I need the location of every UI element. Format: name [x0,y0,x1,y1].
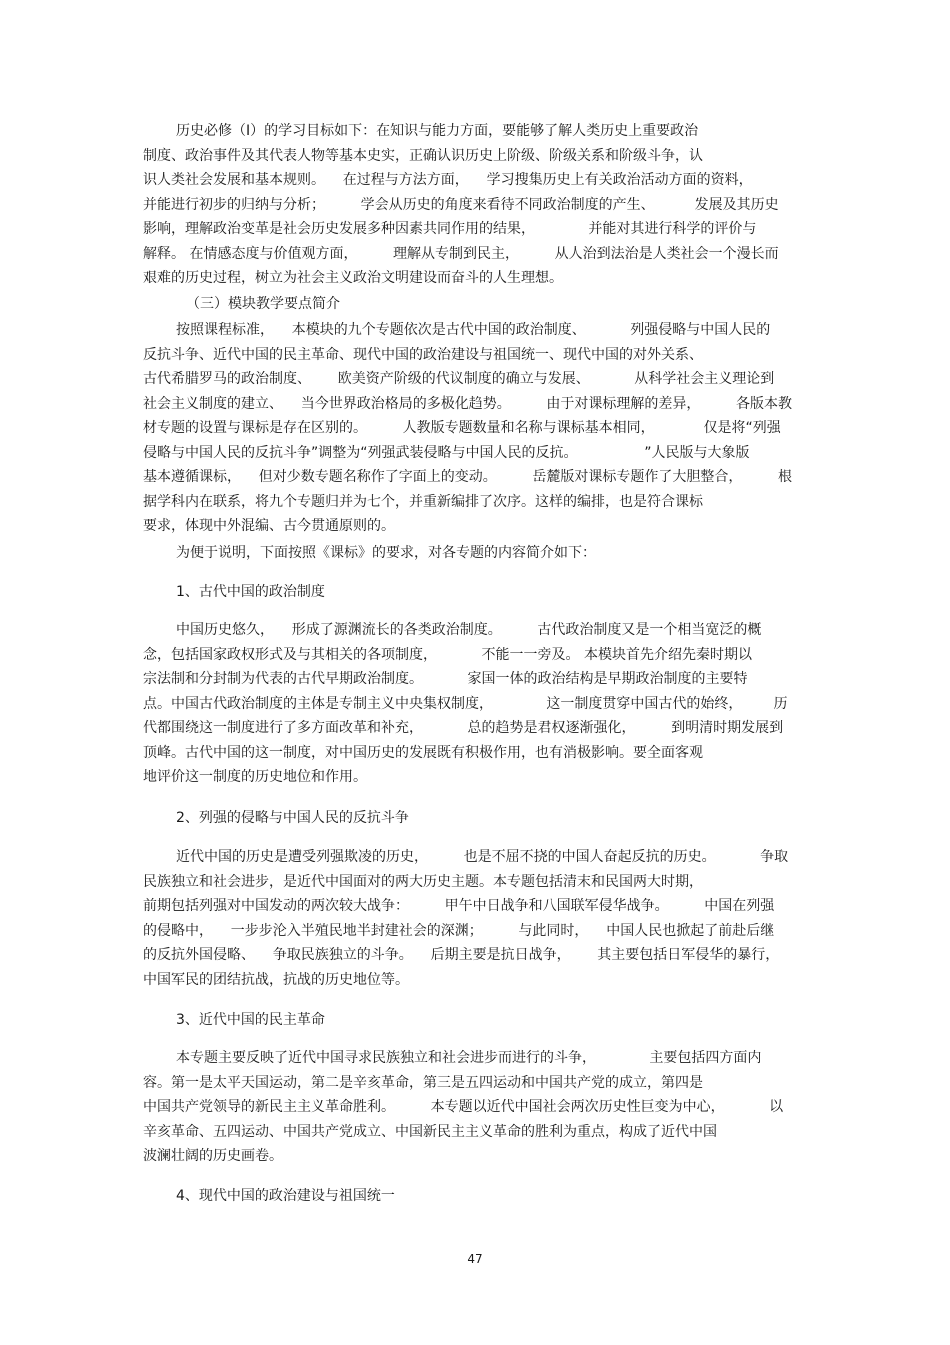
para-curriculum-line: 社会主义制度的建立、 当今世界政治格局的多极化趋势。 由于对课标理解的差异， 各版本教 [143,395,793,412]
para-curriculum-line: 古代希腊罗马的政治制度、 欧美资产阶级的代议制度的确立与发展、 从科学社会主义理论到 [143,371,775,387]
para-curriculum-line: 要求，体现中外混编、古今贯通原则的。 [143,518,395,534]
para-topic-1-line: 代都围绕这一制度进行了多方面改革和补充， 总的趋势是君权逐渐强化， 到明清时期发展到 [143,720,784,736]
para-curriculum-line: 材专题的设置与课标是存在区别的。 人教版专题数量和名称与课标基本相同， 仅是将“列强 [143,420,781,436]
para-curriculum-line: 据学科内在联系，将九个专题归并为七个，并重新编排了次序。这样的编排，也是符合课标 [143,493,703,510]
para-objectives-line: 艰难的历史过程，树立为社会主义政治文明建设而奋斗的人生理想。 [143,270,563,286]
para-topic-2-line: 的侵略中， 一步步沦入半殖民地半封建社会的深渊； 与此同时， 中国人民也掀起了前赴后继 [143,922,775,939]
para-topic-1-line: 宗法制和分封制为代表的古代早期政治制度。 家国一体的政治结构是早期政治制度的主要特 [143,671,748,687]
para-curriculum-line: 基本遵循课标， 但对少数专题名称作了字面上的变动。 岳麓版对课标专题作了大胆整合， 根 [143,469,793,485]
para-intro-line: 为便于说明，下面按照《课标》的要求，对各专题的内容简介如下： [176,545,596,561]
topic-heading-2-line: 2、列强的侵略与中国人民的反抗斗争 [176,810,409,826]
para-topic-2-line: 前期包括列强对中国发动的两次较大战争： 甲午中日战争和八国联军侵华战争。 中国在列强 [143,898,775,914]
para-topic-1-line: 念，包括国家政权形式及与其相关的各项制度， 不能一一旁及。 本模块首先介绍先秦时期以 [143,646,752,663]
para-topic-2-line: 民族独立和社会进步，是近代中国面对的两大历史主题。本专题包括清末和民国两大时期， [143,873,703,890]
para-topic-3-line: 辛亥革命、五四运动、中国共产党成立、中国新民主主义革命的胜利为重点，构成了近代中国 [143,1123,717,1140]
para-topic-2-line: 近代中国的历史是遭受列强欺凌的历史， 也是不屈不挠的中国人奋起反抗的历史。 争取 [176,849,789,865]
para-objectives-line: 解释。 在情感态度与价值观方面， 理解从专制到民主， 从人治到法治是人类社会一个漫长而 [143,245,779,262]
para-topic-3-line: 本专题主要反映了近代中国寻求民族独立和社会进步而进行的斗争， 主要包括四方面内 [176,1050,762,1066]
topic-heading-1-line: 1、古代中国的政治制度 [176,584,325,600]
topic-heading-4-line: 4、现代中国的政治建设与祖国统一 [176,1188,395,1204]
para-objectives-line: 制度、政治事件及其代表人物等基本史实，正确认识历史上阶级、阶级关系和阶级斗争，认 [143,147,703,164]
page-number: 47 [467,1252,483,1266]
para-topic-1-line: 顶峰。古代中国的这一制度，对中国历史的发展既有积极作用，也有消极影响。要全面客观 [143,744,703,761]
para-topic-2-line: 中国军民的团结抗战，抗战的历史地位等。 [143,971,409,988]
para-topic-2-line: 的反抗外国侵略、 争取民族独立的斗争。 后期主要是抗日战争， 其主要包括日军侵华的暴行， [143,947,780,963]
para-objectives-line: 历史必修（Ⅰ）的学习目标如下：在知识与能力方面，要能够了解人类历史上重要政治 [176,123,699,139]
para-curriculum-line: 反抗斗争、近代中国的民主革命、现代中国的政治建设与祖国统一、现代中国的对外关系、 [143,346,703,363]
para-objectives-line: 影响，理解政治变革是社会历史发展多种因素共同作用的结果， 并能对其进行科学的评价与 [143,221,757,237]
topic-heading-3-line: 3、近代中国的民主革命 [176,1012,325,1028]
para-topic-1-line: 地评价这一制度的历史地位和作用。 [143,769,367,785]
para-topic-1-line: 点。中国古代政治制度的主体是专制主义中央集权制度， 这一制度贯穿中国古代的始终， 历 [143,695,788,712]
section-heading-module-line: （三）模块教学要点简介 [186,296,340,312]
para-topic-1-line: 中国历史悠久， 形成了源渊流长的各类政治制度。 古代政治制度又是一个相当宽泛的概 [176,622,762,638]
para-topic-3-line: 容。第一是太平天国运动，第二是辛亥革命，第三是五四运动和中国共产党的成立，第四是 [143,1074,703,1091]
para-objectives-line: 并能进行初步的归纳与分析； 学会从历史的角度来看待不同政治制度的产生、 发展及其历史 [143,196,779,213]
para-curriculum-line: 侵略与中国人民的反抗斗争”调整为“列强武装侵略与中国人民的反抗。 ”人民版与大象版 [143,444,750,461]
para-curriculum-line: 按照课程标准， 本模块的九个专题依次是古代中国的政治制度、 列强侵略与中国人民的 [176,322,771,338]
para-topic-3-line: 波澜壮阔的历史画卷。 [143,1148,283,1164]
para-objectives-line: 识人类社会发展和基本规则。 在过程与方法方面， 学习搜集历史上有关政治活动方面的资料， [143,172,753,188]
para-topic-3-line: 中国共产党领导的新民主主义革命胜利。 本专题以近代中国社会两次历史性巨变为中心， 以 [143,1099,784,1115]
